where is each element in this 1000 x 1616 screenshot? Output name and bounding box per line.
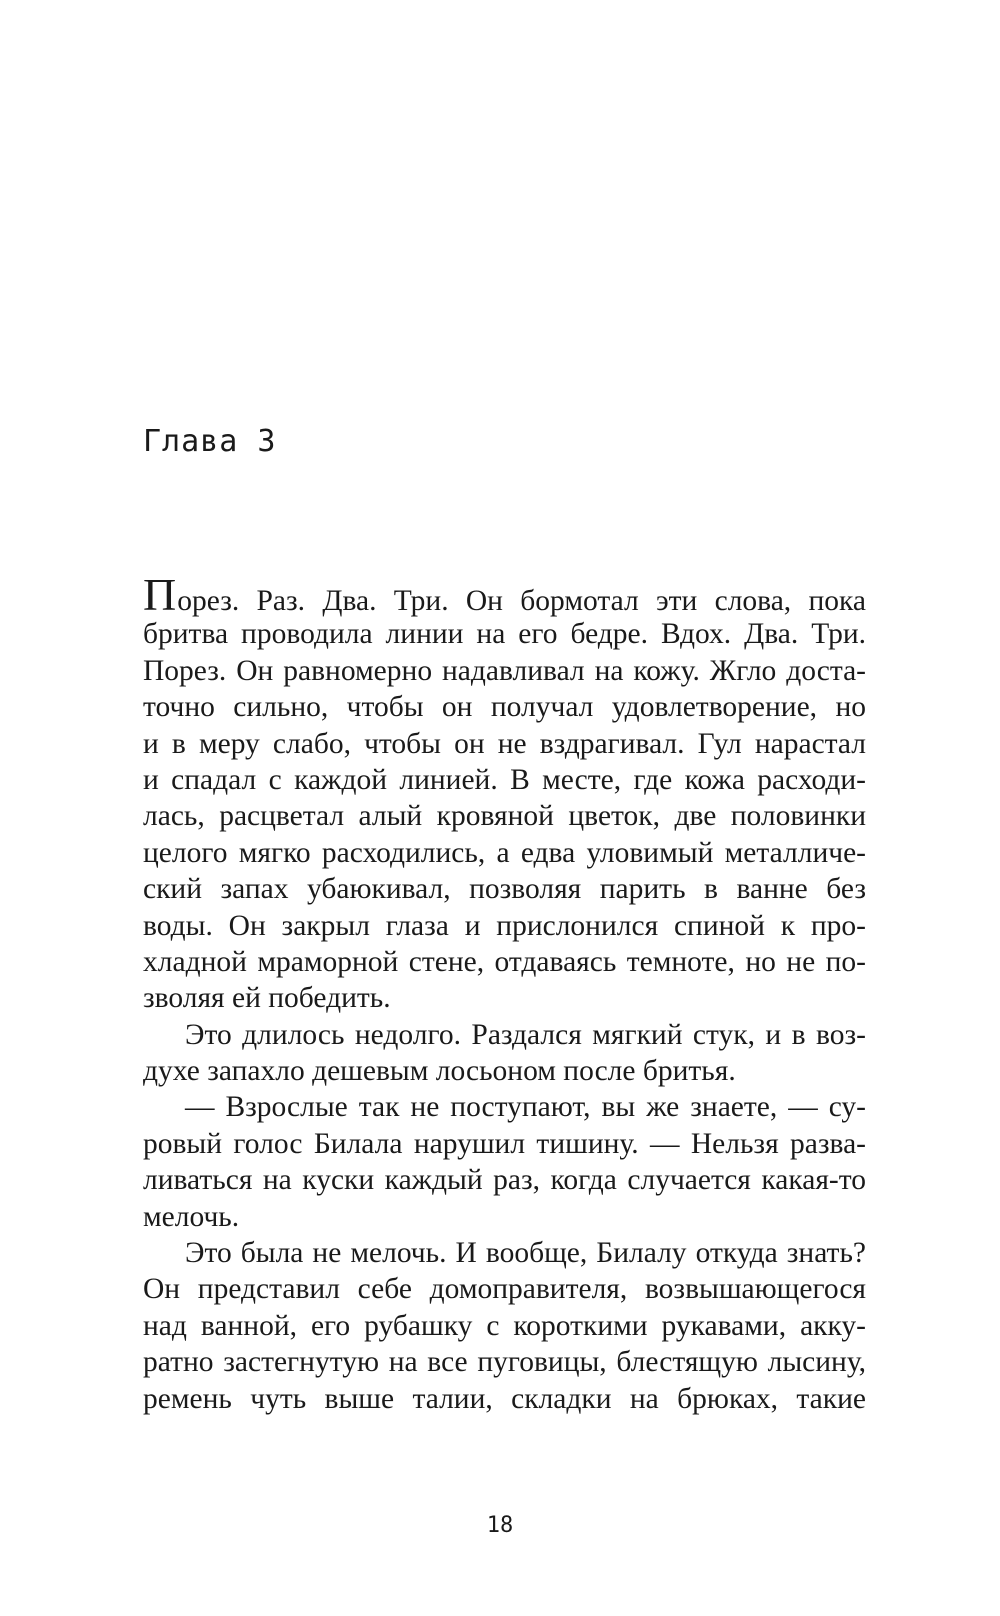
text-line: ратно застегнутую на все пуговицы, блестящую лысину, bbox=[143, 1346, 866, 1379]
text-line: и спадал с каждой линией. В месте, где кожа расходи- bbox=[143, 763, 866, 796]
text-line: над ванной, его рубашку с короткими рукавами, акку- bbox=[143, 1309, 866, 1342]
text-line: — Взрослые так не поступают, вы же знаете, — су- bbox=[185, 1091, 866, 1124]
text-line: Порез. Он равномерно надавливал на кожу. Жгло доста- bbox=[143, 654, 866, 687]
text-line: точно сильно, чтобы он получал удовлетворение, но bbox=[143, 691, 866, 724]
text-line: мелочь. bbox=[143, 1200, 240, 1233]
text-line: лась, расцветал алый кровяной цветок, две половинки bbox=[143, 800, 866, 833]
text-line: воды. Он закрыл глаза и прислонился спиной к про- bbox=[143, 909, 866, 942]
chapter-title: Глава 3 bbox=[143, 424, 277, 459]
text-line: целого мягко расходились, а едва уловимый металличе- bbox=[143, 836, 866, 869]
text-line: ливаться на куски каждый раз, когда случается какая-то bbox=[143, 1164, 866, 1197]
text-line: хладной мраморной стене, отдаваясь темноте, но не по- bbox=[143, 945, 866, 978]
text-line: Это была не мелочь. И вообще, Билалу откуда знать? bbox=[185, 1237, 866, 1270]
body-text bbox=[143, 569, 866, 1417]
text-line: зволяя ей победить. bbox=[143, 982, 391, 1015]
drop-cap: П bbox=[143, 569, 178, 620]
text-line: бритва проводила линии на его бедре. Вдох. Два. Три. bbox=[143, 618, 866, 651]
text-line: Он представил себе домоправителя, возвышающегося bbox=[143, 1273, 866, 1306]
text-line: ремень чуть выше талии, складки на брюках, такие bbox=[143, 1382, 866, 1415]
text-line: ровый голос Билала нарушил тишину. — Нельзя разва- bbox=[143, 1127, 866, 1160]
text-line: Порез. Раз. Два. Три. Он бормотал эти слова, пока bbox=[143, 569, 866, 620]
text-line: и в меру слабо, чтобы он не вздрагивал. Гул нарастал bbox=[143, 727, 866, 760]
text-line: ский запах убаюкивал, позволяя парить в ванне без bbox=[143, 873, 866, 906]
text-line: Это длилось недолго. Раздался мягкий стук, и в воз- bbox=[185, 1018, 866, 1051]
page-number: 18 bbox=[486, 1513, 514, 1538]
text-line: духе запахло дешевым лосьоном после бритья. bbox=[143, 1055, 736, 1088]
